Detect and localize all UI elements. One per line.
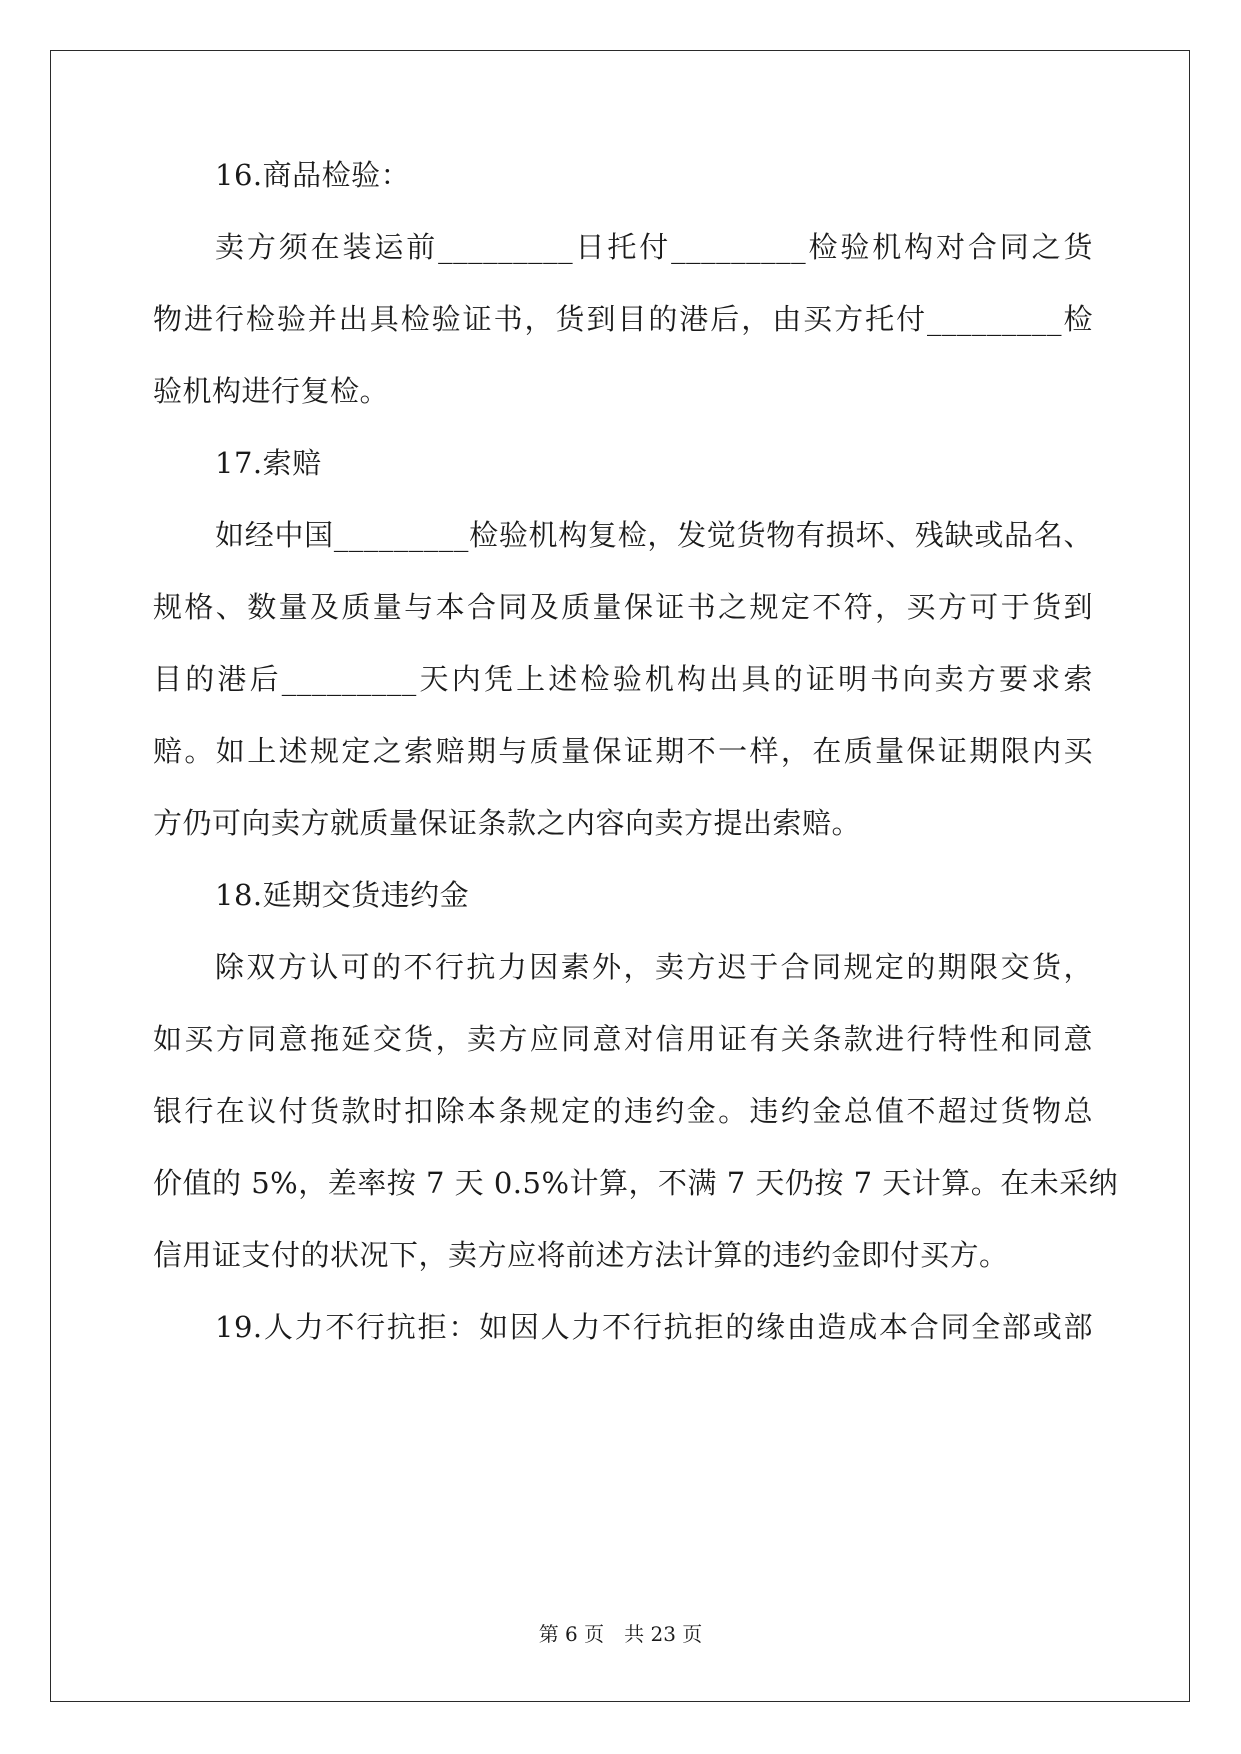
- heading-17: 17.索赔: [215, 446, 322, 480]
- paragraph-line: 如买方同意拖延交货，卖方应同意对信用证有关条款进行特性和同意: [153, 1022, 1093, 1056]
- paragraph-line: 卖方须在装运前_________日托付_________检验机构对合同之货: [215, 230, 1093, 264]
- paragraph-line: 信用证支付的状况下，卖方应将前述方法计算的违约金即付买方。: [153, 1238, 1009, 1272]
- paragraph-line: 方仍可向卖方就质量保证条款之内容向卖方提出索赔。: [153, 806, 862, 840]
- heading-19: 19.人力不行抗拒：如因人力不行抗拒的缘由造成本合同全部或部: [215, 1310, 1093, 1344]
- paragraph-line: 验机构进行复检。: [153, 374, 390, 408]
- paragraph-line: 如经中国_________检验机构复检，发觉货物有损坏、残缺或品名、: [215, 518, 1093, 552]
- paragraph-line: 物进行检验并出具检验证书，货到目的港后，由买方托付_________检: [153, 302, 1093, 336]
- heading-18: 18.延期交货违约金: [215, 878, 470, 912]
- page-number: 第 6 页 共 23 页: [538, 1622, 703, 1646]
- paragraph-line: 赔。如上述规定之索赔期与质量保证期不一样，在质量保证期限内买: [153, 734, 1093, 768]
- paragraph-line: 规格、数量及质量与本合同及质量保证书之规定不符，买方可于货到: [153, 590, 1093, 624]
- paragraph-line: 银行在议付货款时扣除本条规定的违约金。违约金总值不超过货物总: [153, 1094, 1093, 1128]
- paragraph-line: 价值的 5%，差率按 7 天 0.5%计算，不满 7 天仍按 7 天计算。在未采纳: [153, 1166, 1119, 1200]
- paragraph-line: 除双方认可的不行抗力因素外，卖方迟于合同规定的期限交货，: [215, 950, 1093, 984]
- heading-16: 16.商品检验：: [215, 158, 411, 192]
- paragraph-line: 目的港后_________天内凭上述检验机构出具的证明书向卖方要求索: [153, 662, 1093, 696]
